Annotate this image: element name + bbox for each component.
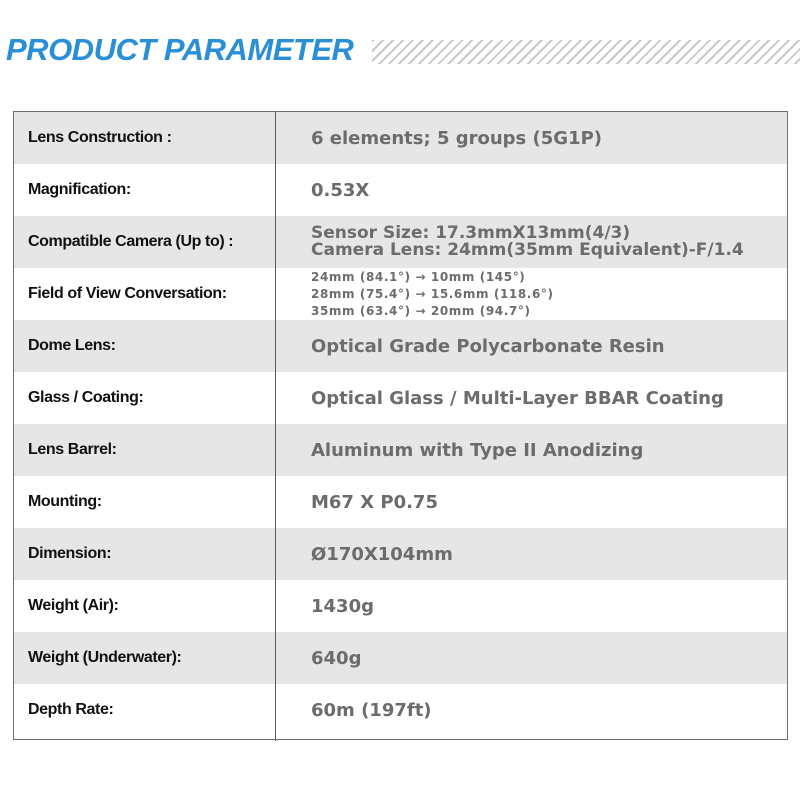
table-row — [14, 580, 787, 632]
row-label: Depth Rate: — [28, 701, 114, 718]
table-row — [14, 632, 787, 684]
table-row — [14, 164, 787, 216]
table-row — [14, 320, 787, 372]
row-value: Aluminum with Type II Anodizing — [311, 439, 644, 461]
table-row — [14, 424, 787, 476]
row-label: Compatible Camera (Up to) : — [28, 233, 234, 250]
table-row — [14, 684, 787, 736]
row-label: Glass / Coating: — [28, 389, 144, 406]
row-value-line: 35mm (63.4°) → 20mm (94.7°) — [311, 303, 531, 318]
table-row — [14, 268, 787, 320]
row-value-line: Sensor Size: 17.3mmX13mm(4/3) — [311, 223, 631, 243]
row-label: Mounting: — [28, 493, 102, 510]
section-header — [0, 28, 800, 76]
row-value: 640g — [311, 647, 362, 669]
table-row — [14, 112, 787, 164]
table-row — [14, 476, 787, 528]
row-value: 6 elements; 5 groups (5G1P) — [311, 127, 603, 149]
decorative-stripes — [372, 40, 800, 64]
row-value: 1430g — [311, 595, 374, 617]
table-row — [14, 372, 787, 424]
row-label: Lens Barrel: — [28, 441, 117, 458]
row-label: Weight (Underwater): — [28, 649, 182, 666]
row-value: Optical Grade Polycarbonate Resin — [311, 335, 665, 357]
row-value: Ø170X104mm — [311, 543, 453, 565]
row-label: Dimension: — [28, 545, 112, 562]
row-label: Dome Lens: — [28, 337, 116, 354]
page-title: PRODUCT PARAMETER — [6, 32, 354, 67]
row-value-line: 24mm (84.1°) → 10mm (145°) — [311, 269, 526, 284]
row-label: Lens Construction : — [28, 129, 172, 146]
table-row — [14, 528, 787, 580]
row-value: 60m (197ft) — [311, 699, 432, 721]
table-row — [14, 216, 787, 268]
row-label: Field of View Conversation: — [28, 285, 227, 302]
row-value: 0.53X — [311, 179, 370, 201]
row-value: M67 X P0.75 — [311, 491, 438, 513]
row-label: Weight (Air): — [28, 597, 119, 614]
column-divider — [275, 112, 276, 741]
parameter-table — [13, 111, 788, 740]
row-value — [311, 268, 781, 320]
row-value-line: Camera Lens: 24mm(35mm Equivalent)-F/1.4 — [311, 240, 744, 260]
row-label: Magnification: — [28, 181, 131, 198]
row-value — [311, 216, 781, 268]
row-value-line: 28mm (75.4°) → 15.6mm (118.6°) — [311, 286, 554, 301]
row-value: Optical Glass / Multi-Layer BBAR Coating — [311, 387, 724, 409]
